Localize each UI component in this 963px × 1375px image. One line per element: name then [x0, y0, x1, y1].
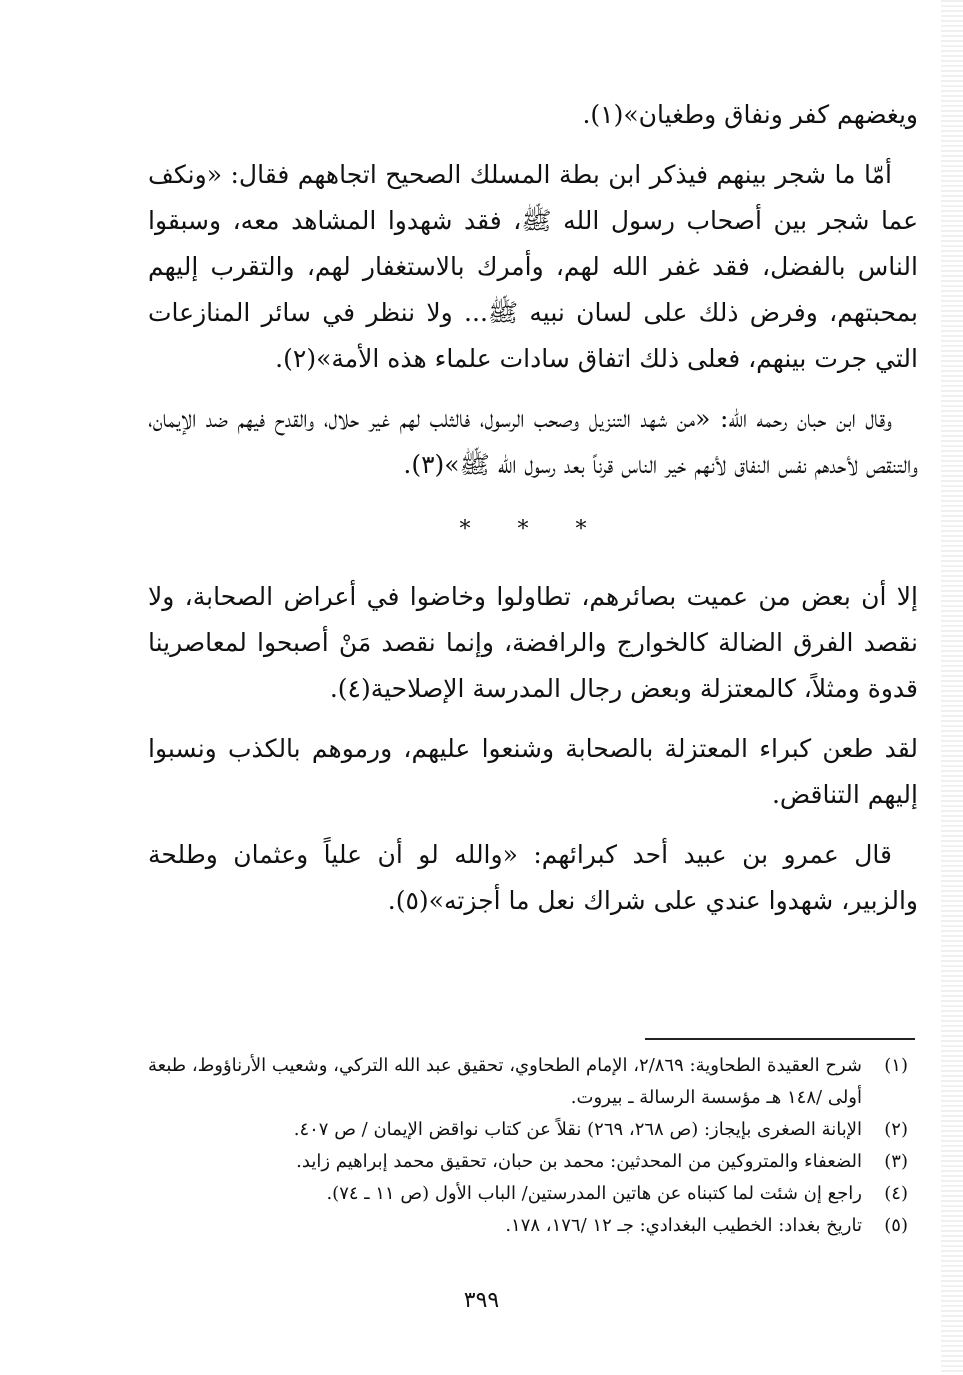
footnote-number: (١)	[884, 1055, 908, 1076]
footnote-4	[148, 1178, 908, 1210]
footnote-1	[148, 1050, 908, 1114]
paragraph-2: أمّا ما شجر بينهم فيذكر ابن بطة المسلك الصحيح اتجاههم فقال: «ونكف عما شجر بين أصحاب رسول الله ﷺ، فقد شهدوا المشاهد معه، وسبقوا الناس بالفضل، فقد غفر الله لهم، وأمرك بالاستغفار لهم، والتقرب إليهم بمحبتهم، وفرض ذلك على لسان نبيه ﷺ... ولا ننظر في سائر المنازعات التي جرت بينهم، فعلى ذلك اتفاق سادات علماء هذه الأمة»(٢).	[148, 160, 918, 373]
footnote-number: (٥)	[884, 1215, 908, 1236]
paragraph-3: وقال ابن حبان رحمه الله: «من شهد التنزيل وصحب الرسول، فالثلب لهم غير حلال، والقدح فيهم ضد الإيمان، والتنقص لأحدهم نفس النفاق لأنهم خير الناس قرناً بعد رسول الله ﷺ»(٣).	[148, 404, 918, 479]
paragraph-5: لقد طعن كبراء المعتزلة بالصحابة وشنعوا عليهم، ورموهم بالكذب ونسبوا إليهم التناقض.	[148, 734, 918, 809]
paragraph-6: قال عمرو بن عبيد أحد كبرائهم: «والله لو أن علياً وعثمان وطلحة والزبير، شهدوا عندي على شراك نعل ما أجزته»(٥).	[148, 840, 918, 915]
footnote-number: (٤)	[884, 1183, 908, 1204]
footnote-text: الضعفاء والمتروكين من المحدثين: محمد بن حبان، تحقيق محمد إبراهيم زايد.	[296, 1151, 862, 1172]
footnote-divider	[645, 1038, 915, 1040]
footnote-number: (٣)	[884, 1151, 908, 1172]
footnote-2	[148, 1114, 908, 1146]
footnote-5	[148, 1210, 908, 1242]
footnote-text: تاريخ بغداد: الخطيب البغدادي: جـ ١٢ /١٧٦، ١٧٨.	[505, 1215, 862, 1236]
main-text	[148, 92, 918, 938]
page-number: ٣٩٩	[463, 1288, 500, 1313]
paragraph-4: إلا أن بعض من عميت بصائرهم، تطاولوا وخاضوا في أعراض الصحابة، ولا نقصد الفرق الضالة كالخوارج والرافضة، وإنما نقصد مَنْ أصبحوا لمعاصرينا قدوة ومثلاً، كالمعتزلة وبعض رجال المدرسة الإصلاحية(٤).	[148, 582, 918, 703]
footnote-text: راجع إن شئت لما كتبناه عن هاتين المدرستين/ الباب الأول (ص ١١ ـ ٧٤).	[326, 1183, 862, 1204]
footnote-number: (٢)	[884, 1119, 908, 1140]
footnote-text: الإبانة الصغرى بإيجاز: (ص ٢٦٨، ٢٦٩) نقلاً عن كتاب نواقض الإيمان / ص ٤٠٧.	[293, 1119, 862, 1140]
page-edge-texture	[941, 0, 963, 1375]
paragraph-1: ويغضهم كفر ونفاق وطغيان»(١).	[582, 100, 918, 129]
footnote-text: شرح العقيدة الطحاوية: ٢/٨٦٩، الإمام الطحاوي، تحقيق عبد الله التركي، وشعيب الأرناؤوط، طبعة أولى /١٤٨ هـ مؤسسة الرسالة ـ بيروت.	[148, 1055, 862, 1108]
footnote-3	[148, 1146, 908, 1178]
footnotes	[148, 1050, 908, 1242]
section-separator: * * *	[459, 517, 607, 542]
